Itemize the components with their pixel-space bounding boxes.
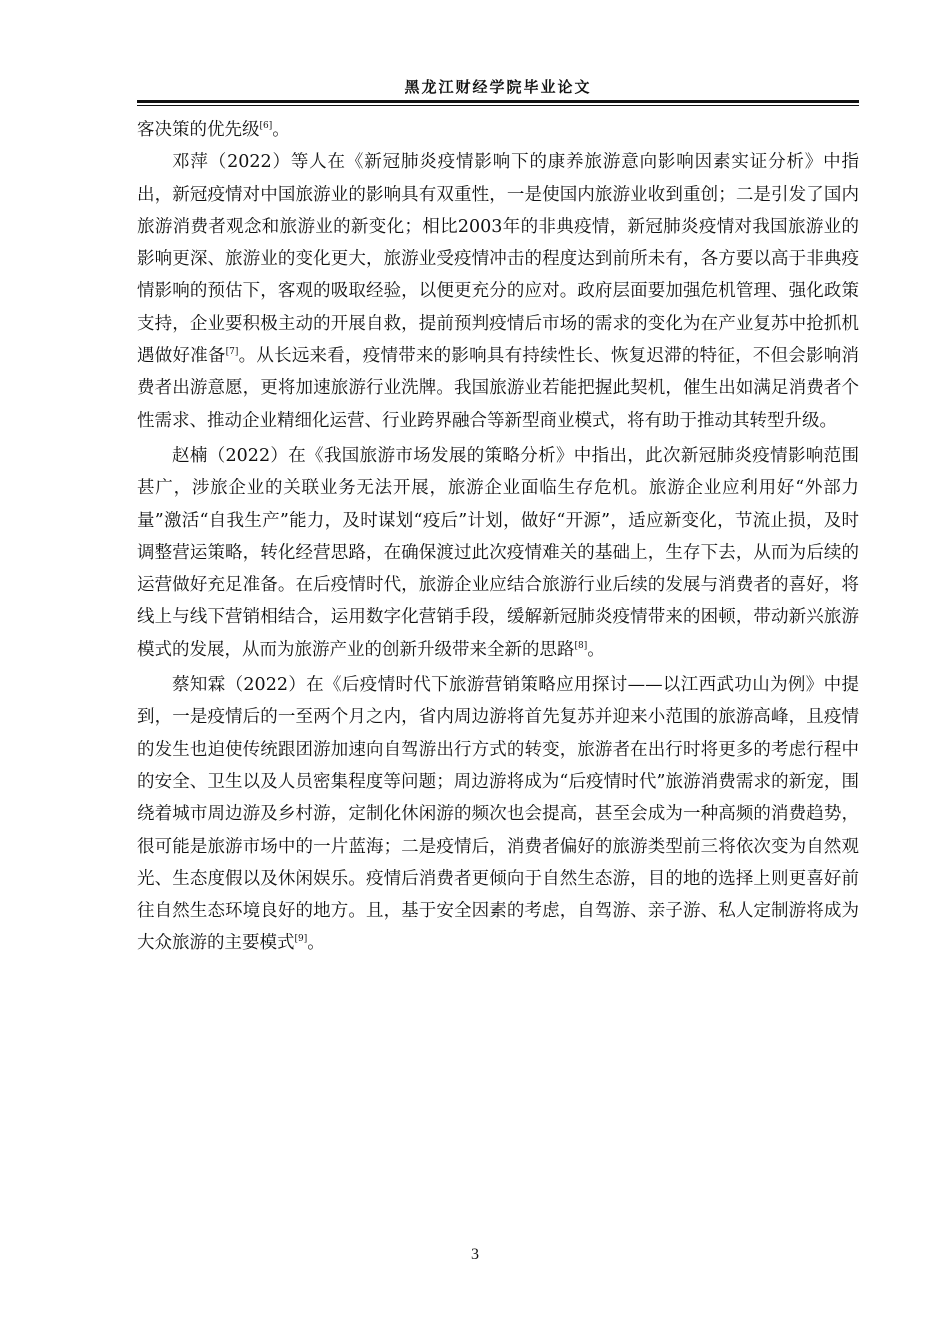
header-rule-thick bbox=[137, 100, 859, 103]
paragraph-cai-zhilin: 蔡知霖（2022）在《后疫情时代下旅游营销策略应用探讨——以江西武功山为例》中提到，一是疫情后的一至两个月之内，省内周边游将首先复苏并迎来小范围的旅游高峰，且疫情的发生也迫使传统跟团游加速向自驾游出行方式的转变，旅游者在出行时将更多的考虑行程中的安全、卫生以及人员密集程度等问题；周边游将成为“后疫情时代”旅游消费需求的新宠，围绕着城市周边游及乡村游，定制化休闲游的频次也会提高，甚至会成为一种高频的消费趋势，很可能是旅游市场中的一片蓝海；二是疫情后，消费者偏好的旅游类型前三将依次变为自然观光、生态度假以及休闲娱乐。疫情后消费者更倾向于自然生态游，目的地的选择上则更喜好前往自然生态环境良好的地方。且，基于安全因素的考虑，自驾游、亲子游、私人定制游将成为大众旅游的主要模式[9]。 bbox=[137, 675, 859, 954]
body-text bbox=[137, 114, 859, 960]
running-header: 黑龙江财经学院毕业论文 bbox=[404, 78, 592, 96]
citation-ref: [9] bbox=[294, 934, 308, 945]
paragraph-continuation: 客决策的优先级[6]。 bbox=[137, 120, 290, 140]
paragraph-zhao-nan: 赵楠（2022）在《我国旅游市场发展的策略分析》中指出，此次新冠肺炎疫情影响范围甚广，涉旅企业的关联业务无法开展，旅游企业面临生存危机。旅游企业应利用好“外部力量”激活“自我生产”能力，及时谋划“疫后”计划，做好“开源”，适应新变化，节流止损，及时调整营运策略，转化经营思路，在确保渡过此次疫情难关的基础上，生存下去，从而为后续的运营做好充足准备。在后疫情时代，旅游企业应结合旅游行业后续的发展与消费者的喜好，将线上与线下营销相结合，运用数字化营销手段，缓解新冠肺炎疫情带来的困顿，带动新兴旅游模式的发展，从而为旅游产业的创新升级带来全新的思路[8]。 bbox=[137, 445, 859, 660]
citation-ref: [6] bbox=[259, 121, 273, 131]
header-rule-thin bbox=[137, 105, 859, 106]
citation-ref: [8] bbox=[574, 640, 588, 651]
citation-ref: [7] bbox=[225, 347, 239, 358]
page-number: 3 bbox=[471, 1246, 479, 1263]
paragraph-deng-ping: 邓萍（2022）等人在《新冠肺炎疫情影响下的康养旅游意向影响因素实证分析》中指出，新冠疫情对中国旅游业的影响具有双重性，一是使国内旅游业收到重创；二是引发了国内旅游消费者观念和旅游业的新变化；相比2003年的非典疫情，新冠肺炎疫情对我国旅游业的影响更深、旅游业的变化更大，旅游业受疫情冲击的程度达到前所未有，各方要以高于非典疫情影响的预估下，客观的吸取经验，以便更充分的应对。政府层面要加强危机管理、强化政策支持，企业要积极主动的开展自救，提前预判疫情后市场的需求的变化为在产业复苏中抢抓机遇做好准备[7]。从长远来看，疫情带来的影响具有持续性长、恢复迟滞的特征，不但会影响消费者出游意愿，更将加速旅游行业洗牌。我国旅游业若能把握此契机，催生出如满足消费者个性需求、推动企业精细化运营、行业跨界融合等新型商业模式，将有助于推动其转型升级。 bbox=[137, 152, 859, 431]
